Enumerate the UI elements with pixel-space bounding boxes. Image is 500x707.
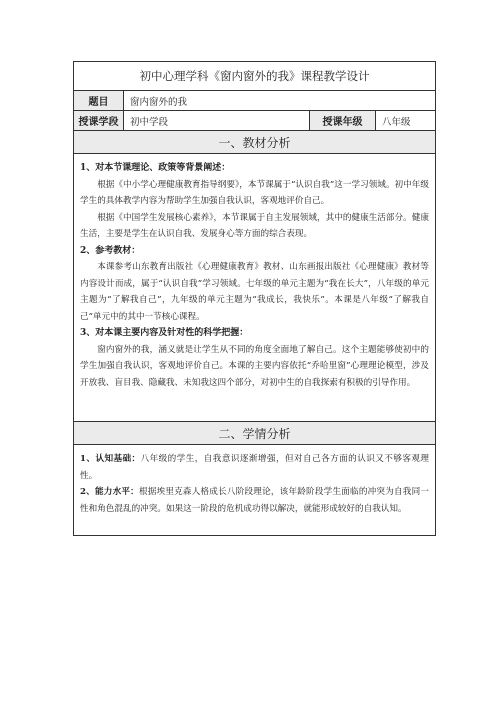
- cognitive-basis-text: 八年级的学生，自我意识逐渐增强，但对自己各方面的认识又不够客观理性。: [80, 454, 429, 481]
- grade-label: 授课年级: [310, 111, 376, 131]
- paragraph-cognitive-basis: [80, 451, 429, 484]
- subheading-content-grasp: 3、对本课主要内容及针对性的科学把握：: [80, 328, 249, 338]
- document-title: 初中心理学科《窗内窗外的我》课程教学设计: [74, 62, 436, 91]
- grade-value: 八年级: [376, 111, 436, 131]
- topic-value: 窗内窗外的我: [124, 91, 436, 111]
- paragraph-guideline: 根据《中小学心理健康教育指导纲要》，本节课属于“认识自我”这一学习领域。初中年级学生的具体教学内容为帮助学生加强自我认识，客观地评价自己。: [80, 179, 429, 206]
- subheading-reference: 2、参考教材：: [80, 245, 141, 256]
- paragraph-content-grasp: 窗内窗外的我，涵义就是让学生从不同的角度全面地了解自己。这个主题能够使初中的学生加强自我认识，客观地评价自己。本课的主要内容依托“乔哈里窗”心理理论模型，涉及开放我、盲目我、隐藏我、未知我这四个部分，对初中生的自我探索有积极的引导作用。: [80, 344, 429, 388]
- paragraph-ability-level: [80, 484, 429, 517]
- learner-analysis-content: [74, 445, 436, 536]
- cognitive-basis-label: 1、认知基础：: [80, 454, 141, 464]
- ability-level-label: 2、能力水平：: [80, 487, 139, 497]
- ability-level-text: 根据埃里克森人格成长八阶段理论，该年龄阶段学生面临的冲突为自我同一性和角色混乱的冲突。如果这一阶段的危机成功得以解决，就能形成较好的自我认知。: [80, 487, 429, 514]
- stage-label: 授课学段: [74, 111, 124, 131]
- section-heading-textbook: 一、教材分析: [74, 131, 436, 154]
- topic-label: 题目: [74, 91, 124, 111]
- section-heading-learner: 二、学情分析: [74, 422, 436, 445]
- paragraph-core-literacy: 根据《中国学生发展核心素养》，本节课属于自主发展领域，其中的健康生活部分。健康生活，主要是学生在认识自我、发展身心等方面的综合表现。: [80, 212, 429, 239]
- textbook-analysis-content: [74, 154, 436, 422]
- paragraph-reference: 本课参考山东教育出版社《心理健康教育》教材、山东画报出版社《心理健康》教材等内容设计而成，属于“认识自我”学习领域。七年级的单元主题为“我在长大”，八年级的单元主题为“了解我自己”，九年级的单元主题为“我成长，我快乐”。本课是八年级“了解我自己”单元中的其中一节核心课程。: [80, 262, 429, 322]
- lesson-plan-table: [73, 61, 436, 536]
- stage-value: 初中学段: [124, 111, 310, 131]
- subheading-background: 1、对本节课理论、政策等背景阐述：: [80, 163, 231, 173]
